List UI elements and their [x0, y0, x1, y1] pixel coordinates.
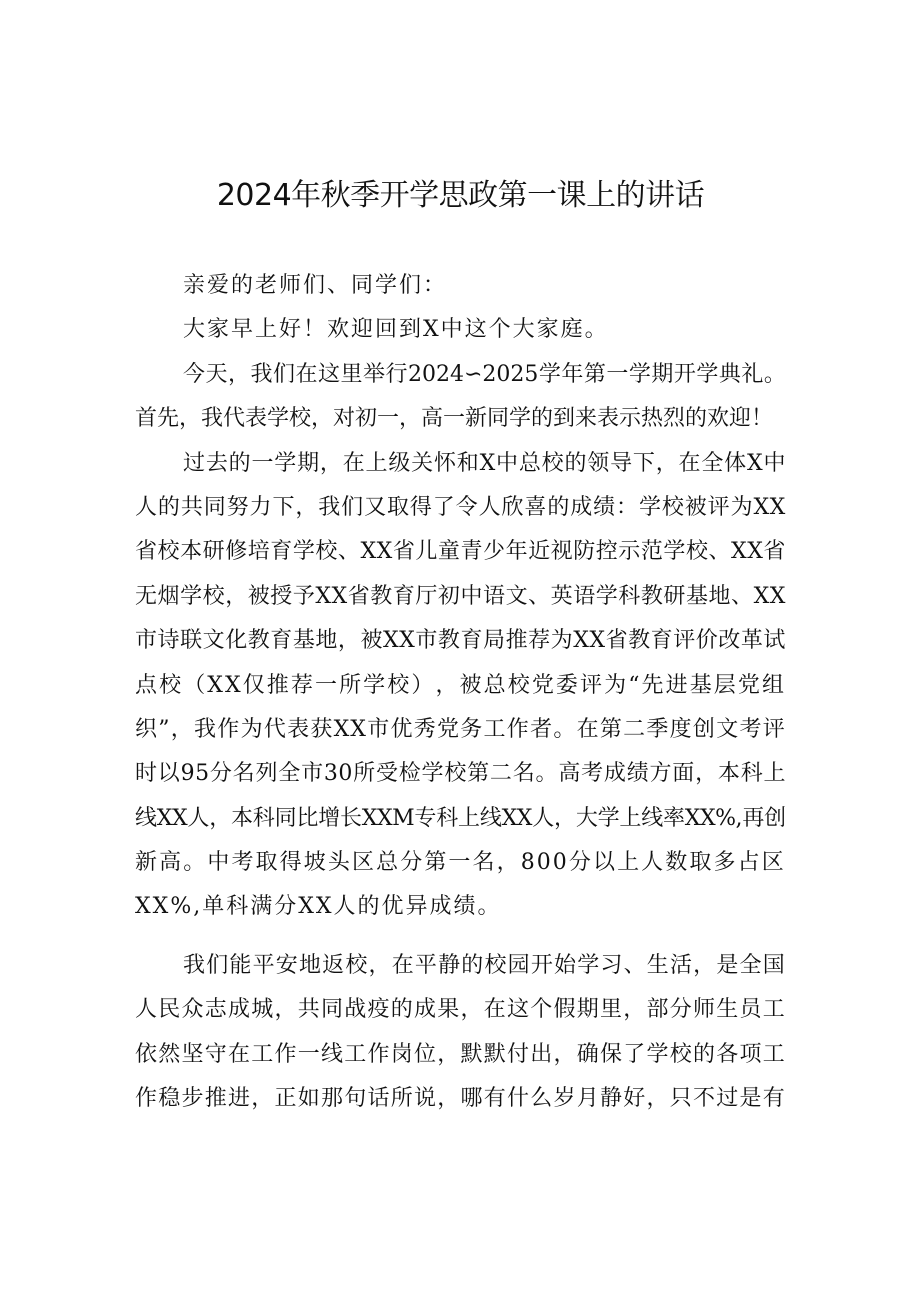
- speech-line: 首先，我代表学校，对初一，高一新同学的到来表示热烈的欢迎！: [135, 406, 774, 432]
- speech-body: [135, 264, 786, 1121]
- speech-line: 新 高 。 中 考 取 得 坡 头 区 总 分 第 一 名 ， 800 分 以 上 人 数 取 多 占 区: [135, 850, 786, 876]
- speech-line: 人 的 共 同 努 力 下 ， 我 们 又 取 得 了 令 人 欣 喜 的 成 绩 ： 学 校 被 评 为 XX: [135, 494, 786, 520]
- speech-line: 省 校 本 研 修 培 育 学 校 、 XX 省 儿 童 青 少 年 近 视 防 控 示 范 学 校 、 XX 省: [135, 539, 786, 565]
- document-title: 2024年秋季开学思政第一课上的讲话: [216, 178, 705, 213]
- speech-line: 今 天 ， 我 们 在 这 里 举 行 2024∽2025 学 年 第 一 学 期 开 学 典 礼 。: [183, 361, 786, 387]
- speech-line: 时 以 95 分 名 列 全 市 30 所 受 检 学 校 第 二 名 。 高 考 成 绩 方 面 ， 本 科 上: [135, 761, 786, 787]
- speech-line: 作 稳 步 推 进 ， 正 如 那 句 话 所 说 ， 哪 有 什 么 岁 月 静 好 ， 只 不 过 是 有: [135, 1086, 786, 1112]
- speech-line: 线 XX 人 ， 本 科 同 比 增 长 XXM 专 科 上 线 XX 人 ， 大 学 上 线 率 XX%, 再 创: [135, 805, 786, 831]
- speech-line: 无 烟 学 校 ， 被 授 予 XX 省 教 育 厅 初 中 语 文 、 英 语 学 科 教 研 基 地 、 XX: [135, 583, 786, 609]
- speech-line: 织 ” ， 我 作 为 代 表 获 XX 市 优 秀 党 务 工 作 者 。 在 第 二 季 度 创 文 考 评: [135, 716, 786, 742]
- speech-line: 过 去 的 一 学 期 ， 在 上 级 关 怀 和 X 中 总 校 的 领 导 下 ， 在 全 体 X 中: [183, 450, 786, 476]
- speech-line: 我 们 能 平 安 地 返 校 ， 在 平 静 的 校 园 开 始 学 习 、 生 活 ， 是 全 国: [183, 952, 786, 978]
- speech-line: 依 然 坚 守 在 工 作 一 线 工 作 岗 位 ， 默 默 付 出 ， 确 保 了 学 校 的 各 项 工: [135, 1041, 786, 1067]
- speech-line: 点 校 （ XX 仅 推 荐 一 所 学 校 ） ， 被 总 校 党 委 评 为 “ 先 进 基 层 党 组: [135, 672, 786, 698]
- speech-line: XX%,单科满分XX人的优异成绩。: [135, 894, 502, 920]
- speech-line: 亲爱的老师们、同学们：: [183, 273, 448, 298]
- speech-line: 市 诗 联 文 化 教 育 基 地 ， 被 XX 市 教 育 局 推 荐 为 XX 省 教 育 评 价 改 革 试: [135, 628, 786, 654]
- speech-line: 人 民 众 志 成 城 ， 共 同 战 疫 的 成 果 ， 在 这 个 假 期 里 ， 部 分 师 生 员 工: [135, 997, 786, 1023]
- speech-line: 大家早上好！欢迎回到X中这个大家庭。: [183, 317, 609, 343]
